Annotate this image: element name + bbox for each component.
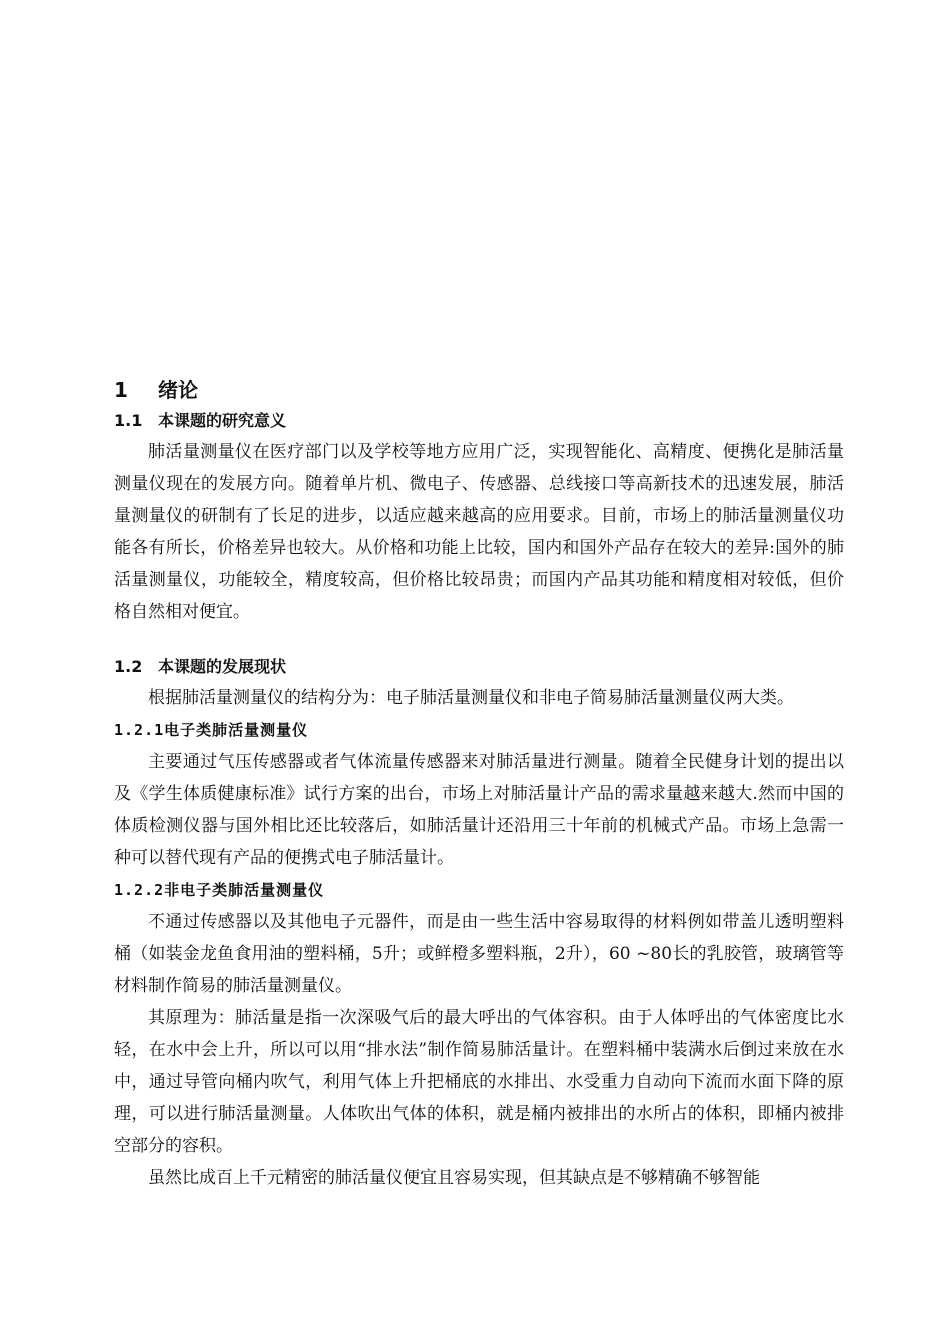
chapter-heading xyxy=(114,374,844,406)
section-spacer xyxy=(114,628,844,652)
paragraph-drawbacks: 虽然比成百上千元精密的肺活量仪便宜且容易实现，但其缺点是不够精确不够智能 xyxy=(148,1168,760,1188)
subsection-heading-1-2-1: 1.2.1电子类肺活量测量仪 xyxy=(114,721,309,739)
section-heading-1-2 xyxy=(114,652,844,682)
subsection-heading-1-2-2: 1.2.2非电子类肺活量测量仪 xyxy=(114,881,325,899)
section-number: 1.1 xyxy=(114,411,143,430)
paragraph-electronic-meter: 主要通过气压传感器或者气体流量传感器来对肺活量进行测量。随着全民健身计划的提出以及《学生体质健康标准》试行方案的出台，市场上对肺活量计产品的需求量越来越大.然而中国的体质检测仪器与国外相比还比较落后，如肺活量计还沿用三十年前的机械式产品。市场上急需一种可以替代现有产品的便携式电子肺活量计。 xyxy=(114,752,844,868)
paragraph-classification-intro: 根据肺活量测量仪的结构分为：电子肺活量测量仪和非电子简易肺活量测量仪两大类。 xyxy=(148,688,794,708)
chapter-number: 1 xyxy=(114,378,128,402)
section-number: 1.2 xyxy=(114,657,143,676)
section-title: 本课题的研究意义 xyxy=(158,411,287,430)
section-heading-1-1 xyxy=(114,406,844,436)
chapter-title: 绪论 xyxy=(158,378,198,402)
paragraph-research-significance: 肺活量测量仪在医疗部门以及学校等地方应用广泛，实现智能化、高精度、便携化是肺活量测量仪现在的发展方向。随着单片机、微电子、传感器、总线接口等高新技术的迅速发展，肺活量测量仪的研制有了长足的进步，以适应越来越高的应用要求。目前，市场上的肺活量测量仪功能各有所长，价格差异也较大。从价格和功能上比较，国内和国外产品存在较大的差异:国外的肺活量测量仪，功能较全，精度较高，但价格比较昂贵；而国内产品其功能和精度相对较低，但价格自然相对便宜。 xyxy=(114,442,844,622)
section-title: 本课题的发展现状 xyxy=(158,657,287,676)
paragraph-non-electronic-materials: 不通过传感器以及其他电子元器件，而是由一些生活中容易取得的材料例如带盖儿透明塑料桶（如装金龙鱼食用油的塑料桶，5升；或鲜橙多塑料瓶，2升），60 ~80长的乳胶管，玻璃管等材料制作简易的肺活量测量仪。 xyxy=(114,912,844,996)
document-body xyxy=(114,374,844,1194)
paragraph-principle: 其原理为：肺活量是指一次深吸气后的最大呼出的气体容积。由于人体呼出的气体密度比水轻，在水中会上升，所以可以用“排水法”制作简易肺活量计。在塑料桶中装满水后倒过来放在水中，通过导管向桶内吹气，利用气体上升把桶底的水排出、水受重力自动向下流而水面下降的原理，可以进行肺活量测量。人体吹出气体的体积，就是桶内被排出的水所占的体积，即桶内被排空部分的容积。 xyxy=(114,1008,844,1156)
